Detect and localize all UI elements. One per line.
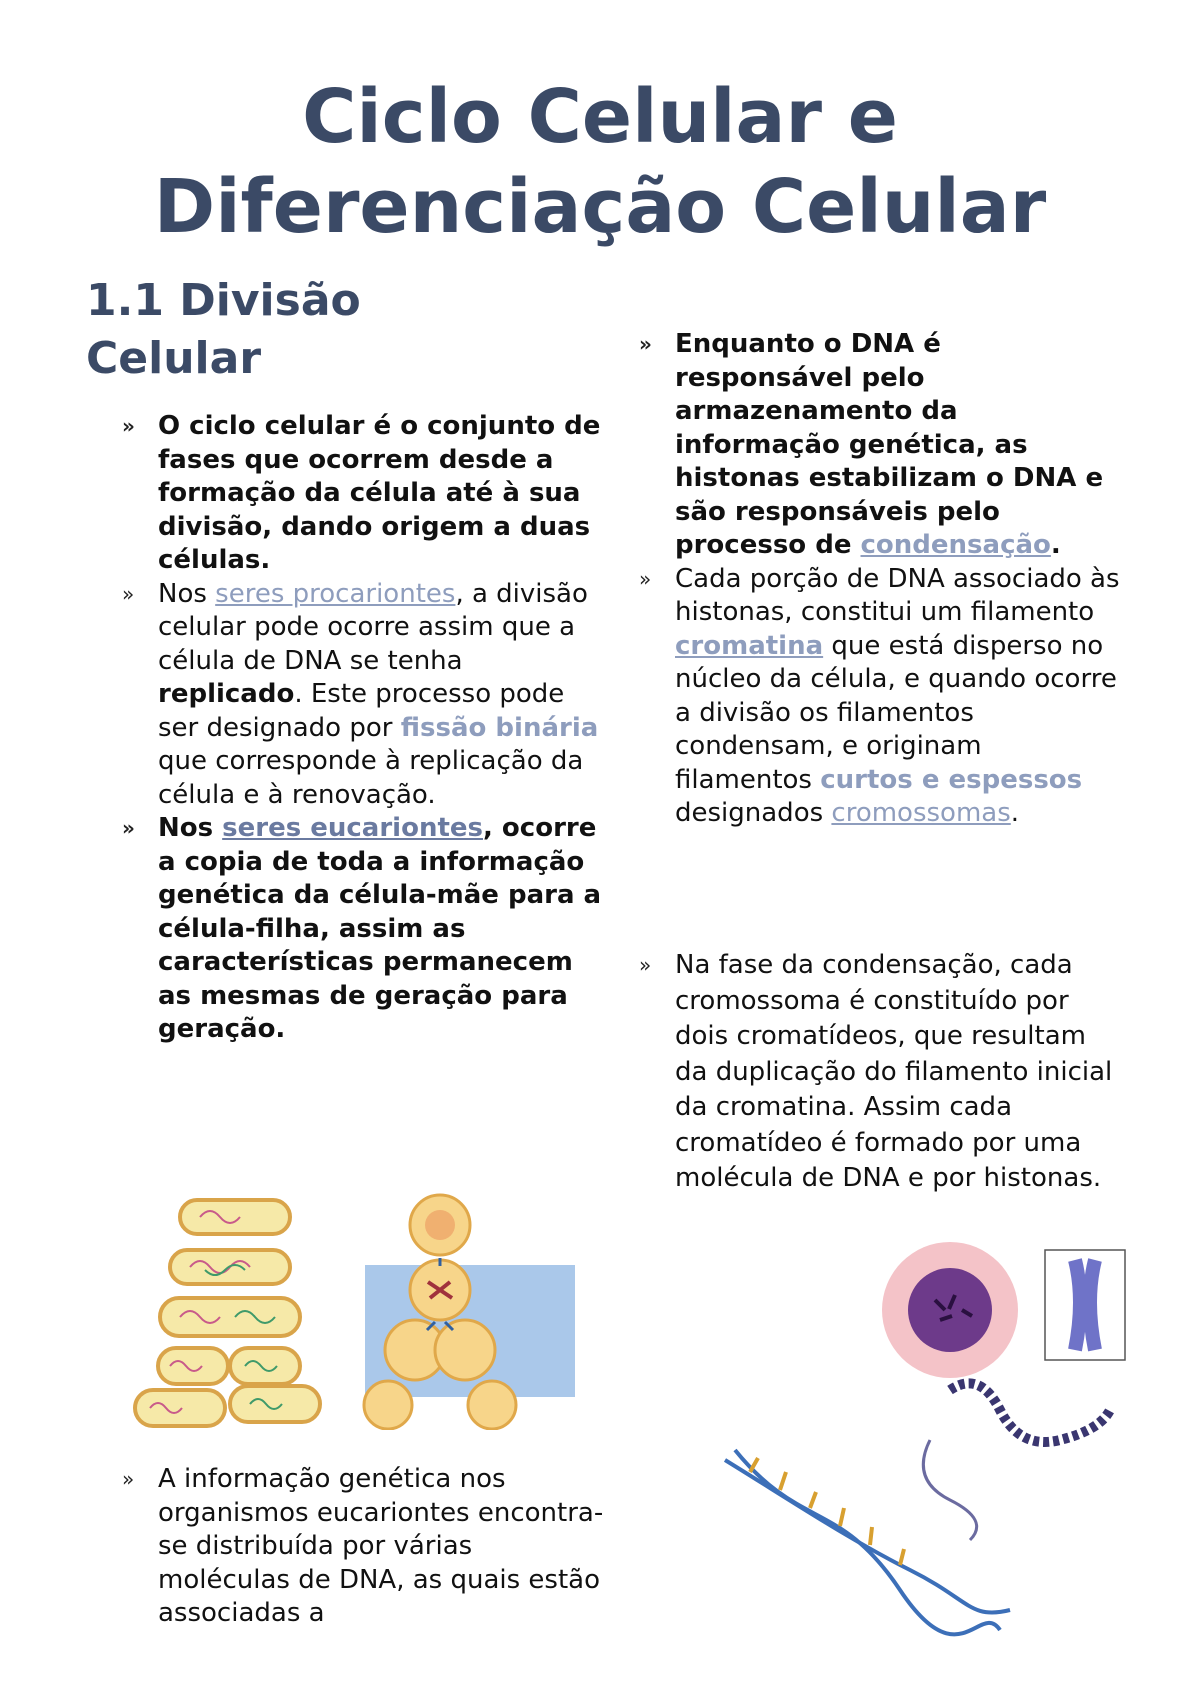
title-line-2: Diferenciação Celular bbox=[153, 164, 1047, 250]
bacteria-fission-diagram bbox=[135, 1200, 320, 1426]
bullet-histones: » Enquanto o DNA é responsável pelo armazenamento da informação genética, as histonas estabilizam o DNA e são responsáveis pelo processo de condensação. bbox=[603, 328, 1123, 563]
term-fissao-binaria: fissão binária bbox=[400, 712, 599, 743]
bullet-cell-cycle: » O ciclo celular é o conjunto de fases que ocorrem desde a formação da célula até à sua divisão, dando origem a duas células. bbox=[86, 410, 606, 578]
cell-division-figure bbox=[130, 1190, 580, 1430]
link-cromossomas[interactable]: cromossomas bbox=[831, 798, 1011, 828]
chromatin-coil-illustration bbox=[923, 1383, 1110, 1540]
condensed-chromatin-illustration bbox=[1045, 1250, 1125, 1360]
bullet-genetic-information: » A informação genética nos organismos eucariontes encontra-se distribuída por várias moléculas de DNA, as quais estão associadas a bbox=[86, 1463, 606, 1631]
link-seres-procariontes[interactable]: seres procariontes bbox=[215, 578, 456, 609]
bullet-condensation-phase: » Na fase da condensação, cada cromossoma é constituído por dois cromatídeos, que resultam da duplicação do filamento inicial da cromatina. Assim cada cromatídeo é formado por uma molécula de DNA e por histonas. bbox=[603, 948, 1123, 1197]
left-bullet-list-top bbox=[86, 410, 606, 1047]
term-curtos-espessos: curtos e espessos bbox=[820, 764, 1083, 795]
chromosome-dna-figure bbox=[710, 1240, 1140, 1640]
link-cromatina[interactable]: cromatina bbox=[675, 630, 824, 661]
right-bullet-list-bottom bbox=[603, 948, 1123, 1197]
left-bullet-list-bottom bbox=[86, 1463, 606, 1631]
cell-nucleus-illustration bbox=[882, 1242, 1018, 1378]
section-heading: 1.1 Divisão Celular bbox=[86, 275, 361, 384]
dna-double-helix-illustration bbox=[725, 1450, 1010, 1634]
right-bullet-list-top bbox=[603, 328, 1123, 831]
mitosis-diagram bbox=[364, 1195, 575, 1429]
bullet-eukaryotes: » Nos seres eucariontes, ocorre a copia de toda a informação genética da célula-mãe para a célula-filha, assim as características permanecem as mesmas de geração para geração. bbox=[86, 812, 606, 1047]
title-line-1: Ciclo Celular e bbox=[302, 74, 898, 160]
document-title bbox=[0, 72, 1200, 252]
link-seres-eucariontes[interactable]: seres eucariontes bbox=[222, 813, 483, 843]
link-condensacao[interactable]: condensação bbox=[860, 530, 1051, 560]
bullet-prokaryotes: » Nos seres procariontes, a divisão celular pode ocorre assim que a célula de DNA se tenha replicado. Este processo pode ser designado por fissão binária que corresponde à replicação da célula e à renovação. bbox=[86, 578, 606, 813]
bullet-chromatin: » Cada porção de DNA associado às histonas, constitui um filamento cromatina que está disperso no núcleo da célula, e quando ocorre a divisão os filamentos condensam, e originam filamentos curtos e espessos designados cromossomas. bbox=[603, 563, 1123, 831]
